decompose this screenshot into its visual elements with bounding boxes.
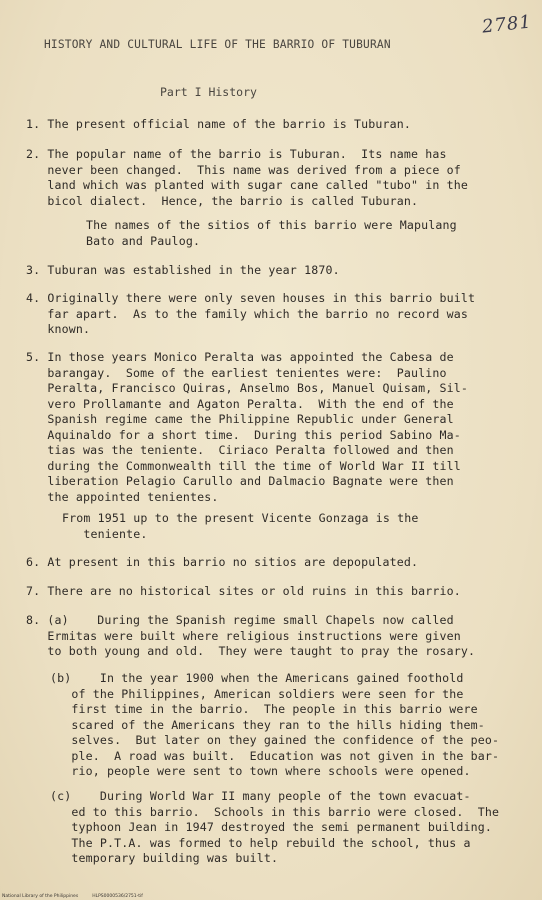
document-title: HISTORY AND CULTURAL LIFE OF THE BARRIO OF TUBURAN: [44, 38, 391, 51]
paragraph-3: 3. Tuburan was established in the year 1870.: [26, 263, 340, 277]
footer: [2, 894, 143, 899]
paragraph-7: 7. There are no historical sites or old ruins in this barrio.: [26, 584, 461, 598]
paragraph-2-sitios: The names of the sitios of this barrio were Mapulang Bato and Paulog.: [86, 218, 457, 248]
footer-library: National Library of the Philippines: [2, 894, 79, 899]
paragraph-2: 2. The popular name of the barrio is Tuburan. Its name has never been changed. This name was derived from a piece of land which was planted with sugar cane called "tubo" in the bicol dialect. Hence, the barrio is called Tuburan.: [26, 147, 469, 208]
paragraph-8a: 8. (a) During the Spanish regime small Chapels now called Ermitas were built where religious instructions were given to both young and old. They were taught to pray the rosary.: [26, 613, 476, 658]
footer-code: HLPS0000536/2751-tif: [92, 894, 143, 899]
paragraph-4: 4. Originally there were only seven houses in this barrio built far apart. As to the family which the barrio no record was known.: [26, 291, 476, 336]
part-heading: Part I History: [160, 85, 257, 99]
paragraph-6: 6. At present in this barrio no sitios are depopulated.: [26, 555, 419, 569]
paragraph-5-teniente: From 1951 up to the present Vicente Gonzaga is the teniente.: [62, 511, 419, 541]
handwritten-page-number: 2781: [481, 11, 533, 38]
paragraph-8b: (b) In the year 1900 when the Americans gained foothold of the Philippines, American soldiers were seen for the first time in the barrio. The people in this barrio were scared of the Americans they ran to the hills hiding them- selves. But later on they gained the confidence of the peo- ple. A road was built. Education was not given in the bar- rio, people were sent to town where schools were opened.: [50, 671, 500, 778]
paragraph-5: 5. In those years Monico Peralta was appointed the Cabesa de barangay. Some of the earliest tenientes were: Paulino Peralta, Francisco Quiras, Anselmo Bos, Manuel Quisam, Sil- vero Prollamante and Agaton Peralta. With the end of the Spanish regime came the Philippine Republic under General Aquinaldo for a short time. During this period Sabino Ma- tias was the teniente. Ciriaco Peralta followed and then during the Commonwealth till the time of World War II till liberation Pelagio Carullo and Dalmacio Bagnate were then the appointed tenientes.: [26, 350, 469, 504]
paragraph-8c: (c) During World War II many people of the town evacuat- ed to this barrio. Schools in this barrio were closed. The typhoon Jean in 1947 destroyed the semi permanent building. The P.T.A. was formed to help rebuild the school, thus a temporary building was built.: [50, 789, 500, 865]
paragraph-1: 1. The present official name of the barrio is Tuburan.: [26, 117, 412, 131]
